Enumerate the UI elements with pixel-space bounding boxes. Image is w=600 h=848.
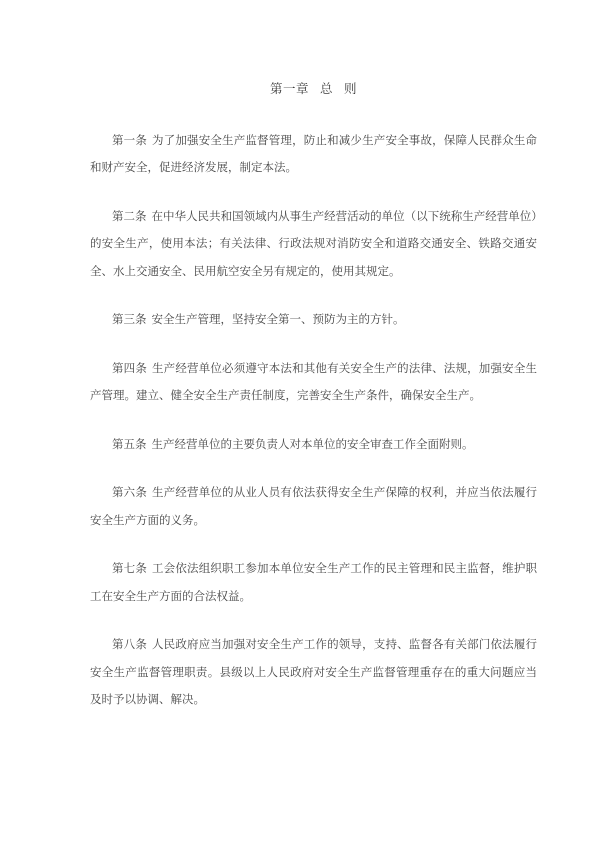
chapter-title-word-2: 则 (344, 81, 358, 96)
article-number: 第二条 (112, 208, 147, 223)
article-text: 在中华人民共和国领域内从事生产经营活动的单位（以下统称生产经营单位）的安全生产，使用本法；有关法律、行政法规对消防安全和道路交通安全、铁路交通安全、水上交通安全、民用航空安全另有规定的，使用其规定。 (90, 208, 538, 278)
article-number: 第五条 (112, 436, 147, 451)
chapter-title (90, 75, 537, 103)
article-text: 生产经营单位的从业人员有依法获得安全生产保障的权利，并应当依法履行安全生产方面的义务。 (90, 485, 537, 527)
article-text: 工会依法组织职工参加本单位安全生产工作的民主管理和民主监督，维护职工在安全生产方面的合法权益。 (90, 561, 537, 603)
article-number: 第六条 (112, 485, 148, 499)
article (90, 203, 537, 286)
article-number: 第一条 (112, 132, 148, 147)
article-text: 生产经营单位的主要负责人对本单位的安全审查工作全面附则。 (151, 436, 474, 451)
article (90, 431, 537, 459)
article (90, 127, 537, 182)
article (90, 306, 537, 334)
article (90, 479, 537, 534)
chapter-number: 第一章 (269, 81, 309, 96)
article (90, 631, 537, 714)
article-list (90, 127, 537, 714)
article-number: 第八条 (112, 637, 148, 651)
article (90, 555, 537, 610)
article-number: 第四条 (112, 360, 148, 375)
article-text: 生产经营单位必须遵守本法和其他有关安全生产的法律、法规，加强安全生产管理。建立、健全安全生产责任制度，完善安全生产条件，确保安全生产。 (90, 360, 537, 402)
article-number: 第三条 (112, 312, 147, 326)
article-text: 人民政府应当加强对安全生产工作的领导，支持、监督各有关部门依法履行安全生产监督管理职责。县级以上人民政府对安全生产监督管理重存在的重大问题应当及时予以协调、解决。 (90, 637, 537, 706)
article-text: 为了加强安全生产监督管理，防止和减少生产安全事故，保障人民群众生命和财产安全，促进经济发展，制定本法。 (90, 132, 537, 174)
article (90, 355, 537, 410)
chapter-title-word-1: 总 (319, 81, 333, 96)
article-number: 第七条 (112, 561, 148, 575)
article-text: 安全生产管理，坚持安全第一、预防为主的方针。 (151, 312, 405, 326)
